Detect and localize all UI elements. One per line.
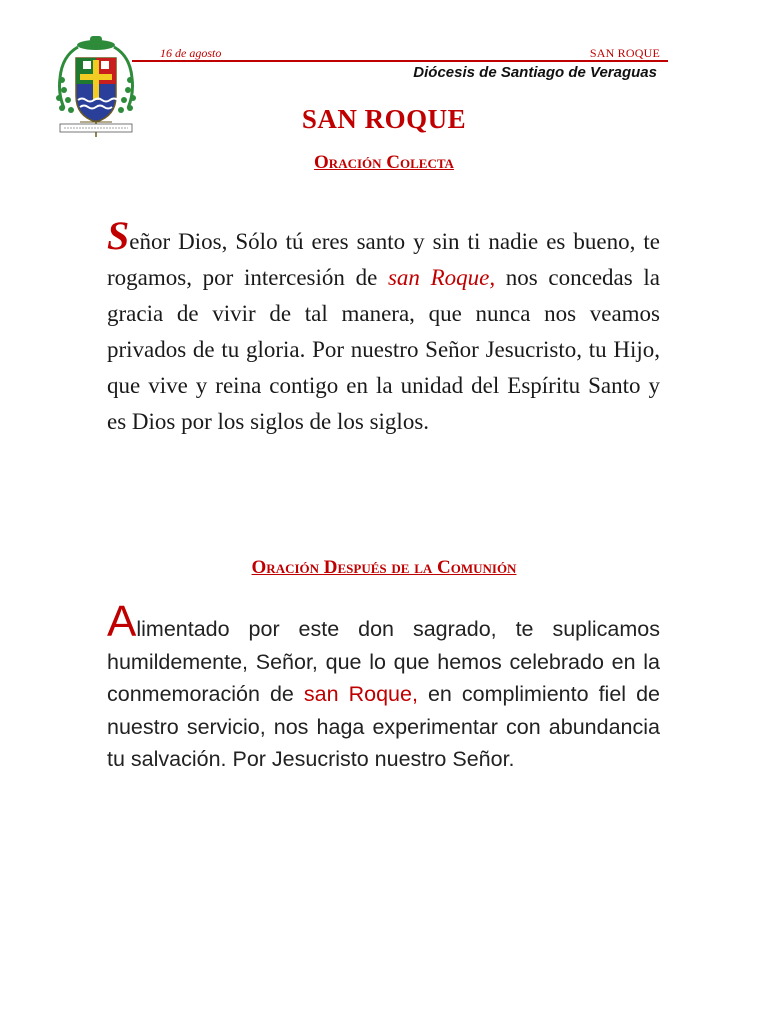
prayer-text: en complimiento fiel de nuestro servicio, nos haga experimentar con abundancia tu salvación. Por Jesucristo nuestro Señor. bbox=[107, 682, 660, 771]
prayer-comunion bbox=[107, 597, 660, 776]
drop-cap: S bbox=[107, 213, 130, 258]
prayer-text: nos concedas la gracia de vivir de tal manera, que nunca nos veamos privados de tu gloria. Por nuestro Señor Jesucristo, tu Hijo, que vive y reina contigo en la unidad del Espíritu Santo y es Dios por los siglos de los siglos. bbox=[107, 265, 660, 434]
drop-cap: A bbox=[107, 597, 137, 646]
header-diocese: Diócesis de Santiago de Veraguas bbox=[413, 64, 657, 81]
saint-name-highlight: san Roque, bbox=[387, 265, 496, 290]
page-title: SAN ROQUE bbox=[301, 104, 467, 134]
header-date: 16 de agosto bbox=[160, 46, 222, 60]
saint-name-highlight: san Roque, bbox=[303, 682, 418, 706]
section-heading-colecta: Oración Colecta bbox=[314, 152, 454, 173]
prayer-text: limentado por este don sagrado, te suplicamos humildemente, Señor, que lo que hemos celebrado en la conmemoración de bbox=[107, 617, 660, 706]
header-saint-name: SAN ROQUE bbox=[589, 46, 660, 60]
prayer-text: eñor Dios, Sólo tú eres santo y sin ti nadie es bueno, te rogamos, por intercesión de bbox=[107, 229, 660, 290]
prayer-colecta bbox=[107, 213, 660, 440]
header-divider bbox=[132, 60, 668, 62]
section-heading-comunion: Oración Después de la Comunión bbox=[251, 557, 517, 578]
